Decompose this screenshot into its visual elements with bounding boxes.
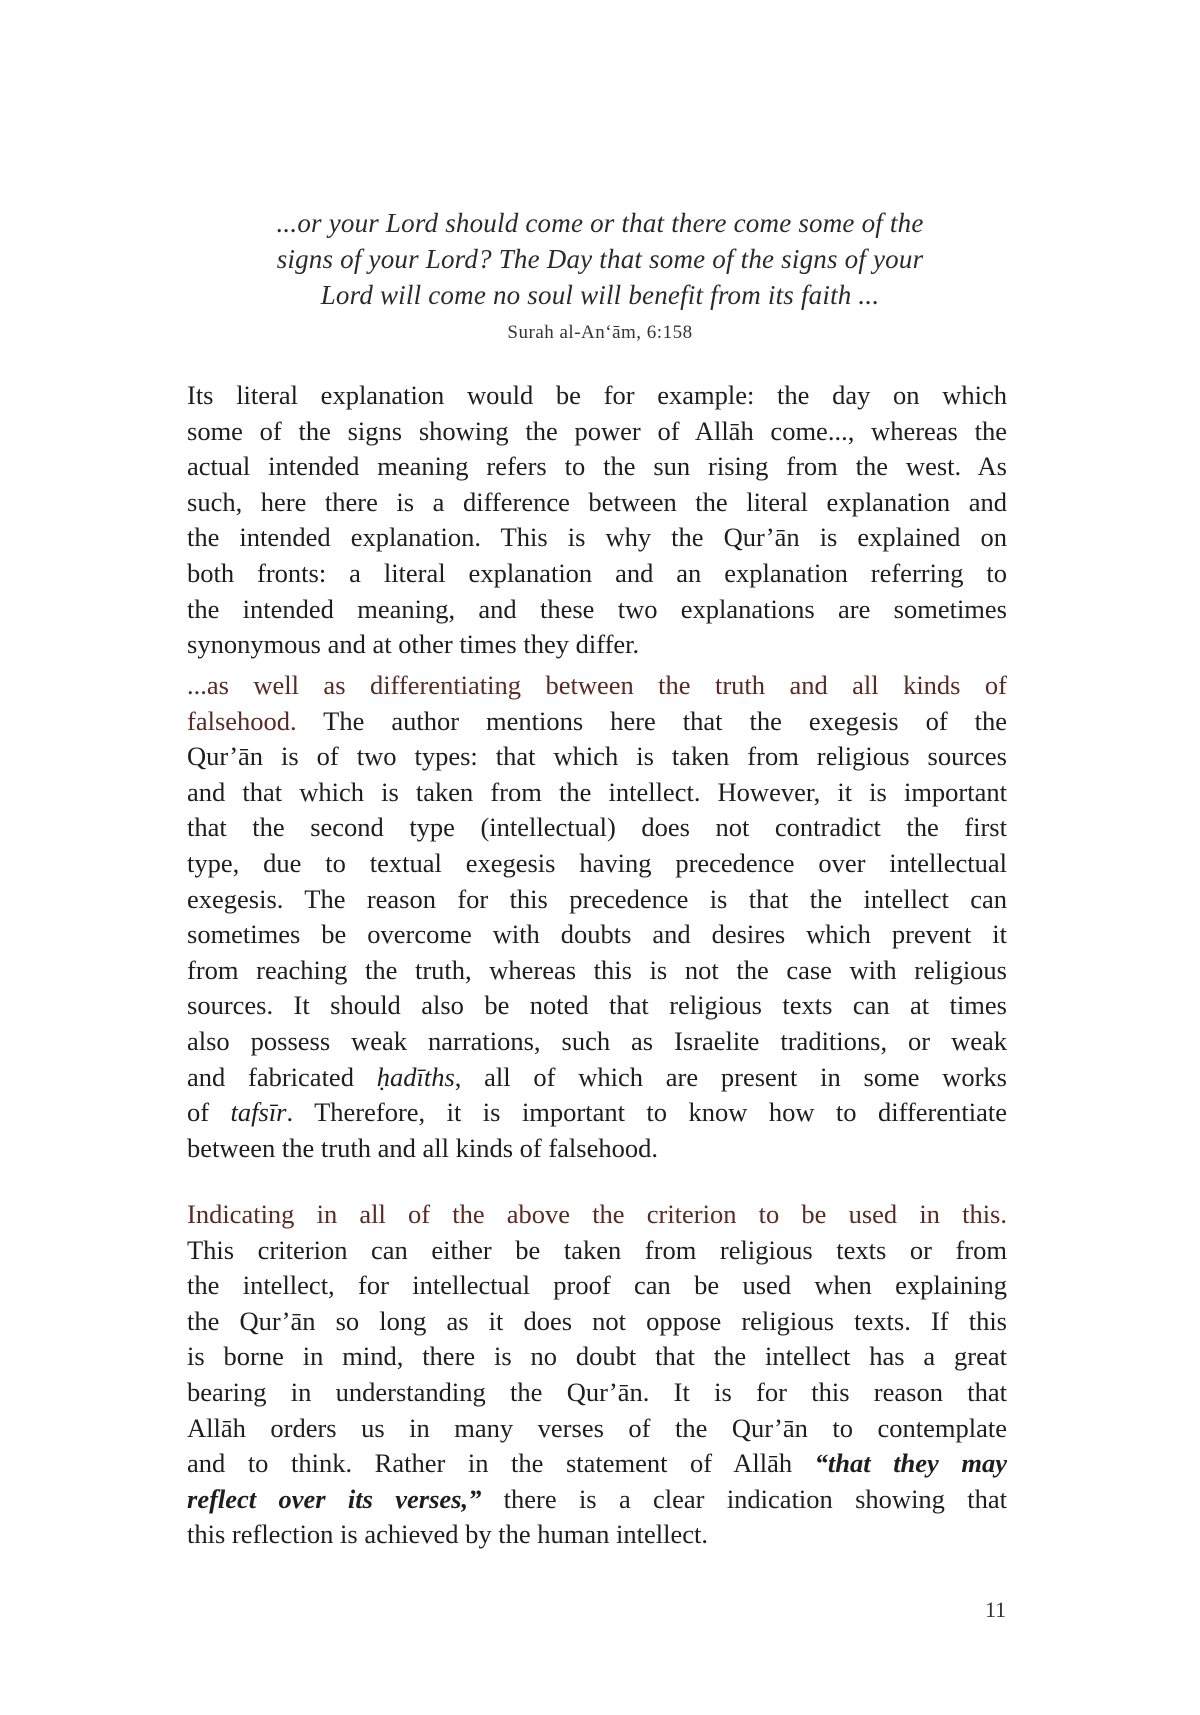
text-span: of	[187, 1097, 231, 1128]
text-line	[187, 1060, 1007, 1096]
italic-term: tafsīr	[230, 1097, 287, 1128]
text-line: bearing in understanding the Qur’ān. It is for this reason that	[187, 1376, 1007, 1407]
verse-quote	[200, 205, 1000, 313]
text-span: there is a clear indication showing that	[481, 1483, 1007, 1514]
lead-text: ...as well as differentiating between the truth and all kinds of	[187, 670, 1007, 700]
quote-line: signs of your Lord? The Day that some of the signs of your	[276, 244, 924, 274]
text-line: such, here there is a difference between the literal explanation and	[187, 486, 1007, 517]
text-line: the intellect, for intellectual proof can be used when explaining	[187, 1270, 1007, 1301]
text-span: . Therefore, it is important to know how to differentiate	[286, 1097, 1007, 1128]
text-line: the Qur’ān so long as it does not oppose religious texts. If this	[187, 1305, 1007, 1336]
text-line: that the second type (intellectual) does not contradict the first	[187, 812, 1007, 843]
text-line: and that which is taken from the intellect. However, it is important	[187, 776, 1007, 807]
text-line: Allāh orders us in many verses of the Qur’ān to contemplate	[187, 1412, 1007, 1443]
text-line: Qur’ān is of two types: that which is taken from religious sources	[187, 741, 1007, 772]
text-line: is borne in mind, there is no doubt that the intellect has a great	[187, 1341, 1007, 1372]
verse-citation: Surah al-An‘ām, 6:158	[507, 322, 693, 343]
text-line: the intended meaning, and these two explanations are sometimes	[187, 593, 1007, 624]
page-number: 11	[985, 1597, 1007, 1622]
paragraph-literal-explanation	[187, 378, 1007, 663]
text-line	[187, 704, 1007, 740]
quoted-verse: “that they may	[814, 1448, 1008, 1479]
italic-term: ḥadīths	[376, 1061, 455, 1092]
text-line: between the truth and all kinds of falsehood.	[187, 1132, 658, 1163]
text-line	[187, 1446, 1007, 1482]
text-line	[187, 1482, 1007, 1518]
text-line: both fronts: a literal explanation and an explanation referring to	[187, 557, 1007, 588]
text-line: sources. It should also be noted that religious texts can at times	[187, 990, 1007, 1021]
text-line: some of the signs showing the power of Allāh come..., whereas the	[187, 415, 1007, 446]
text-line: Its literal explanation would be for example: the day on which	[187, 380, 1007, 410]
text-line: from reaching the truth, whereas this is not the case with religious	[187, 954, 1007, 985]
text-line: This criterion can either be taken from religious texts or from	[187, 1234, 1007, 1265]
text-line: synonymous and at other times they differ.	[187, 629, 640, 660]
text-line: also possess weak narrations, such as Israelite traditions, or weak	[187, 1025, 1007, 1056]
quote-line: ...or your Lord should come or that there come some of the	[276, 208, 924, 238]
text-line	[187, 1095, 1007, 1131]
text-span: and fabricated	[187, 1061, 377, 1092]
quoted-verse: reflect over its verses,”	[187, 1483, 482, 1514]
text-span: and to think. Rather in the statement of Allāh	[187, 1448, 815, 1479]
text-line: exegesis. The reason for this precedence is that the intellect can	[187, 883, 1007, 914]
text-line: sometimes be overcome with doubts and desires which prevent it	[187, 919, 1007, 950]
paragraph-criterion	[187, 1197, 1007, 1553]
lead-text: Indicating in all of the above the criterion to be used in this.	[187, 1199, 1007, 1229]
text-line: type, due to textual exegesis having precedence over intellectual	[187, 847, 1007, 878]
paragraph-differentiating	[187, 668, 1007, 1166]
text-span: , all of which are present in some works	[454, 1061, 1007, 1092]
lead-text: falsehood.	[187, 705, 297, 736]
text-line: this reflection is achieved by the human intellect.	[187, 1519, 708, 1550]
quote-line: Lord will come no soul will benefit from its faith ...	[320, 280, 880, 310]
text-line: the intended explanation. This is why the Qur’ān is explained on	[187, 522, 1007, 553]
text-line: actual intended meaning refers to the sun rising from the west. As	[187, 451, 1007, 482]
text-span: The author mentions here that the exegesis of the	[296, 705, 1007, 736]
